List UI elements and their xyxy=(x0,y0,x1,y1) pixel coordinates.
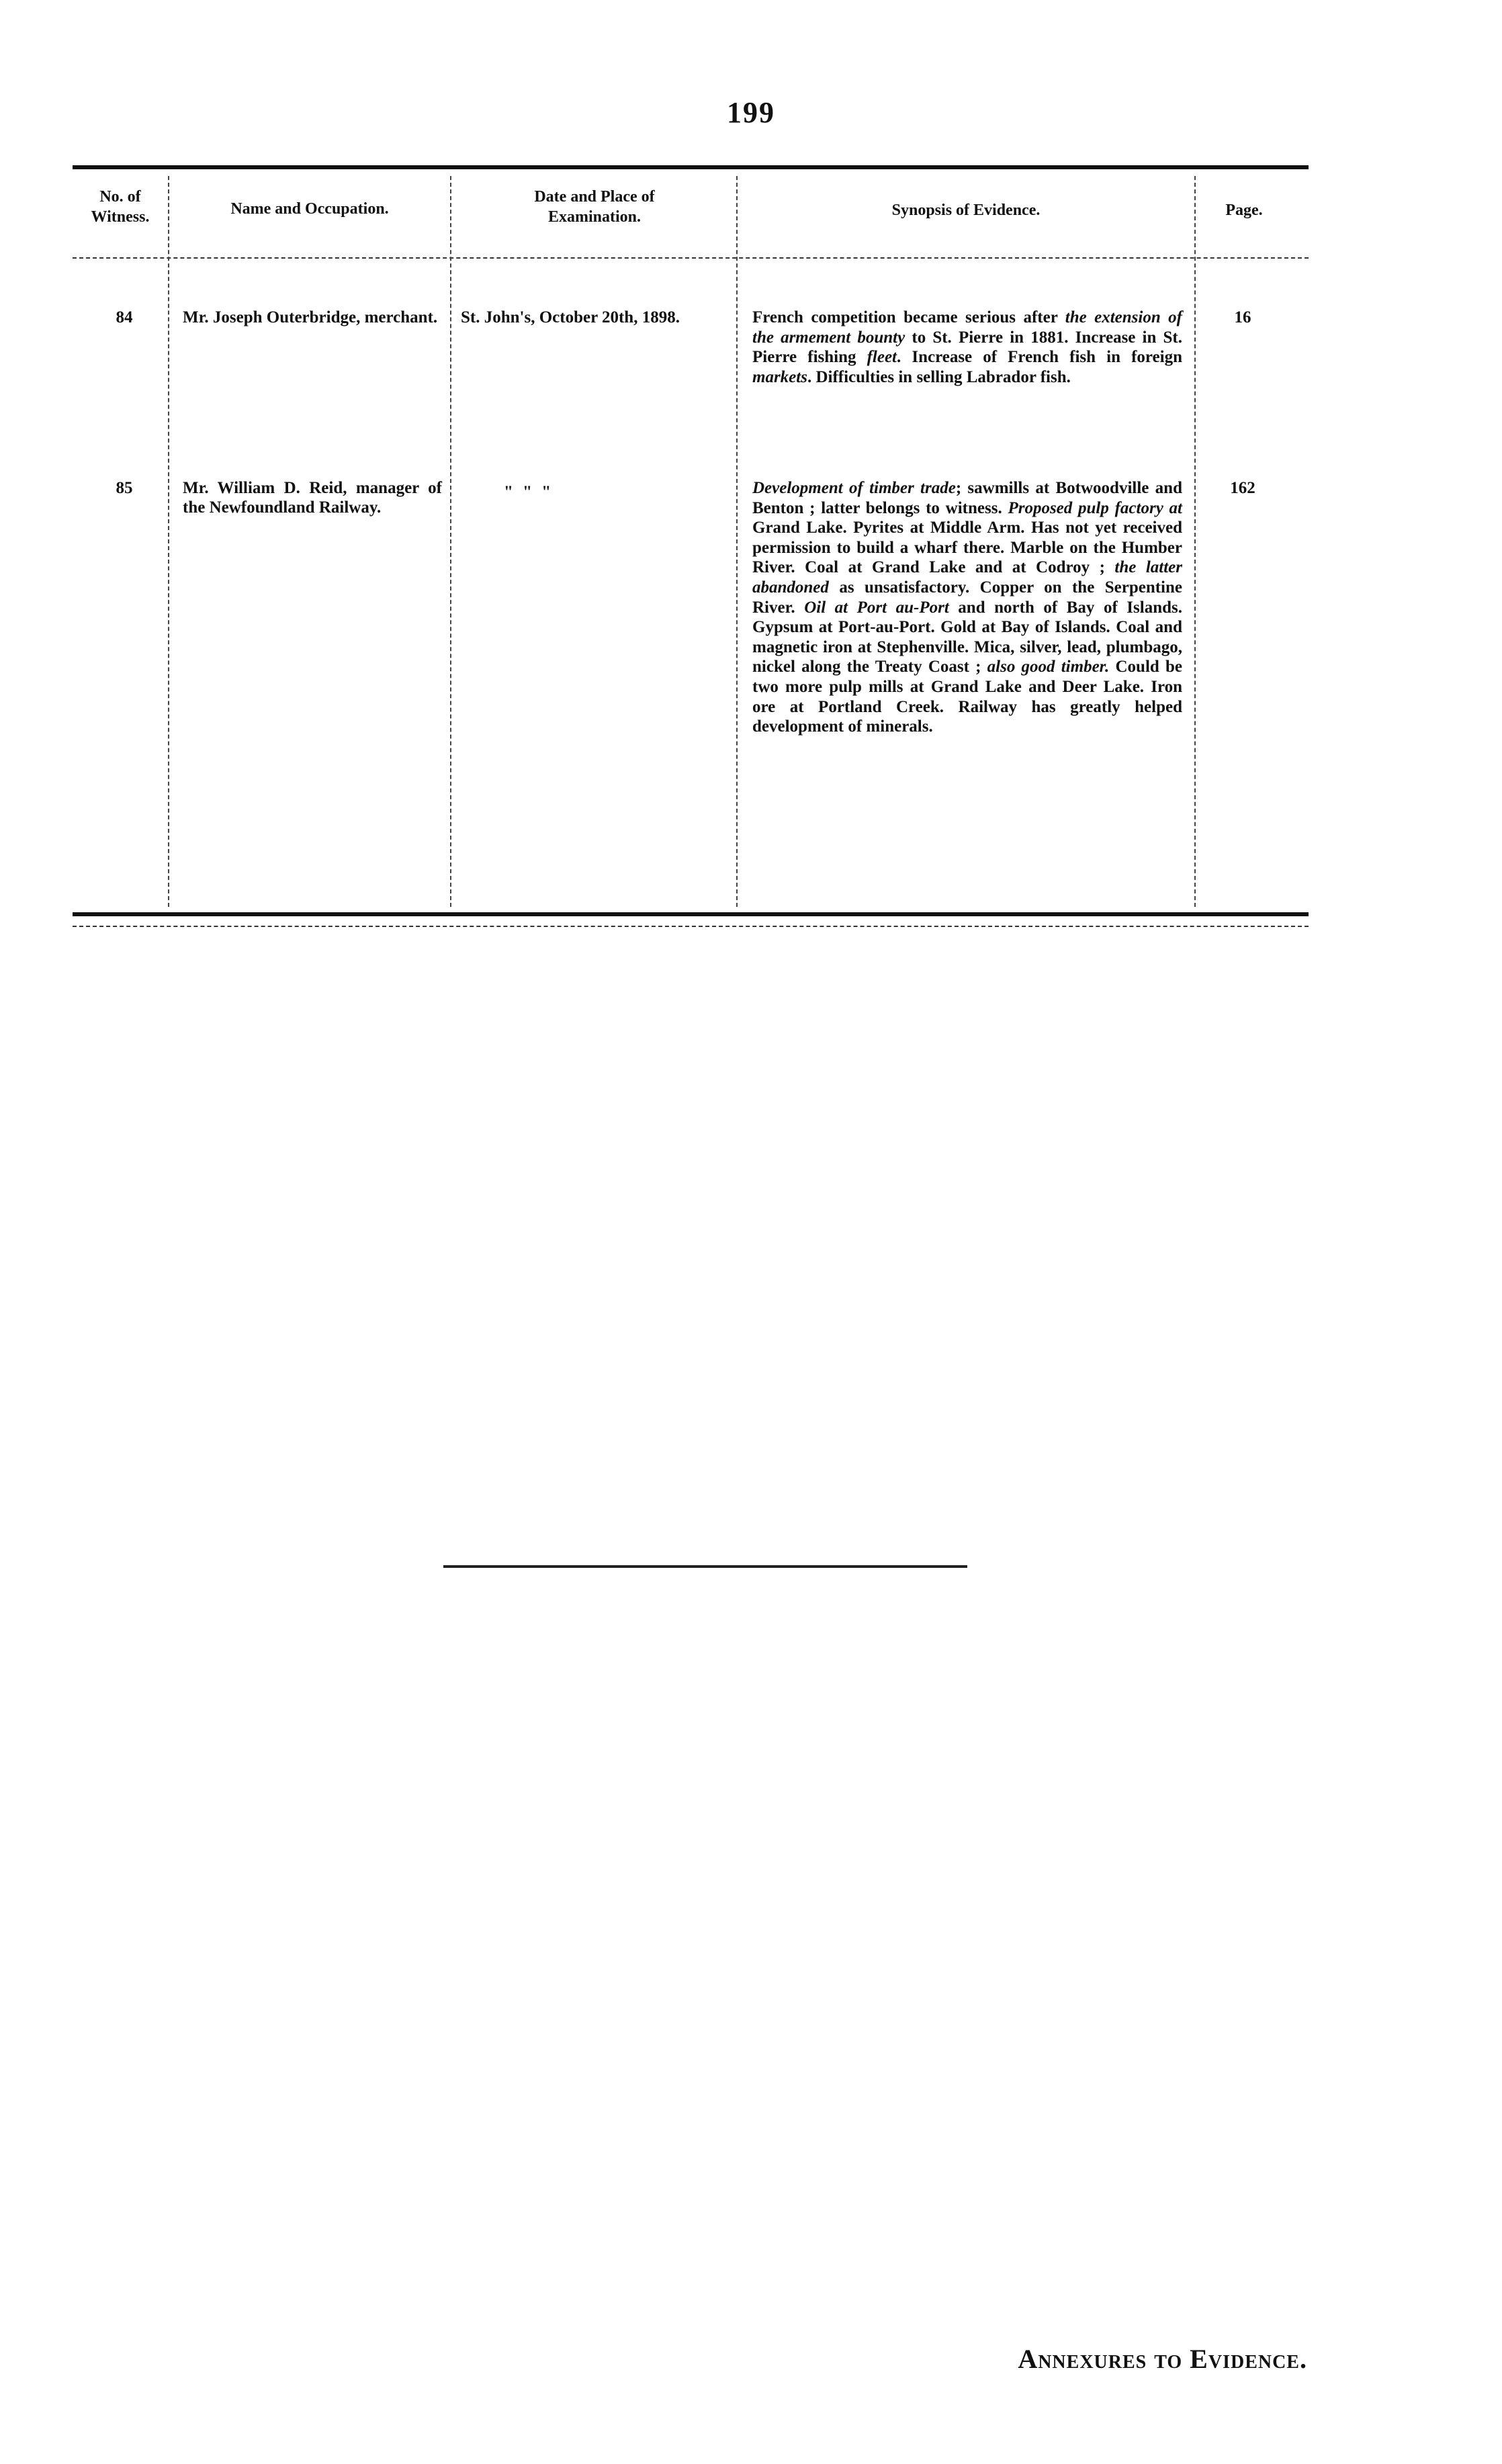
column-divider xyxy=(1194,176,1196,907)
synopsis-text-run: Grand Lake. Pyrites at Middle Arm. Has not yet received permission to build a wharf there. Marble on the Humber River. Coal at Grand Lake and at Codroy ; xyxy=(752,519,1182,577)
table-top-rule xyxy=(73,165,1309,169)
table-header-rule xyxy=(73,257,1309,259)
synopsis-text-run: Could be two more pulp mills at Grand Lake and Deer Lake. Iron ore at Portland Creek. Railway has greatly helped development of minerals. xyxy=(752,658,1182,736)
examination-date-place: St. John's, October 20th, 1898. xyxy=(461,308,680,326)
synopsis-italic-run: fleet xyxy=(867,348,897,367)
synopsis-text-run: to St. Pierre in 1881. Increase in St. Pierre fishing xyxy=(752,328,1182,367)
synopsis-italic-run: the latter abandoned xyxy=(752,558,1182,597)
synopsis-text-run: . Difficulties in selling Labrador fish. xyxy=(807,367,1071,386)
synopsis-italic-run: also good timber. xyxy=(987,658,1110,676)
synopsis-text-run: and north of Bay of Islands. Gypsum at Port-au-Port. Gold at Bay of Islands. Coal and magnetic iron at Stephenville. Mica, silver, lead, plumbago, nickel along the Treaty Coast ; xyxy=(752,598,1182,676)
examination-date-place: " " " xyxy=(504,483,554,501)
synopsis-italic-run: Proposed pulp factory at xyxy=(1008,498,1182,517)
synopsis-italic-run: the extension of the armement bounty xyxy=(752,308,1182,347)
header-date-place: Date and Place of Examination. xyxy=(534,188,655,226)
footer-catchword: Annexures to Evidence. xyxy=(1018,2344,1307,2374)
header-page: Page. xyxy=(1225,202,1263,219)
witness-number: 85 xyxy=(116,479,133,497)
page-reference: 162 xyxy=(1230,479,1255,497)
header-witness-no: No. of Witness. xyxy=(91,188,150,226)
synopsis-text-run: French competition became serious after xyxy=(752,308,1065,326)
synopsis-italic-run: Development of timber trade xyxy=(752,479,956,497)
column-divider xyxy=(168,176,169,907)
witness-name: Mr. Joseph Outerbridge, merchant. xyxy=(183,308,438,326)
column-divider xyxy=(736,176,738,907)
witness-name: Mr. William D. Reid, manager of the Newfoundland Railway. xyxy=(183,479,442,517)
synopsis-italic-run: markets xyxy=(752,367,807,386)
page-reference: 16 xyxy=(1234,308,1251,326)
synopsis-text-run: ; sawmills at Botwoodville and Benton ; latter belongs to witness. xyxy=(752,479,1182,517)
witness-number: 84 xyxy=(116,308,133,326)
synopsis-text-run: . Increase of French fish in foreign xyxy=(897,348,1182,367)
header-synopsis: Synopsis of Evidence. xyxy=(891,202,1041,219)
evidence-synopsis xyxy=(752,478,1182,737)
header-name: Name and Occupation. xyxy=(230,200,389,218)
table-bottom-rule-2 xyxy=(73,926,1309,927)
synopsis-italic-run: Oil at Port au-Port xyxy=(804,598,949,617)
column-divider xyxy=(450,176,451,907)
section-end-rule xyxy=(443,1565,967,1568)
page-number: 199 xyxy=(727,96,775,129)
synopsis-text-run: as unsatisfactory. Copper on the Serpentine River. xyxy=(752,578,1182,617)
evidence-synopsis xyxy=(752,308,1182,387)
table-bottom-rule xyxy=(73,912,1309,916)
